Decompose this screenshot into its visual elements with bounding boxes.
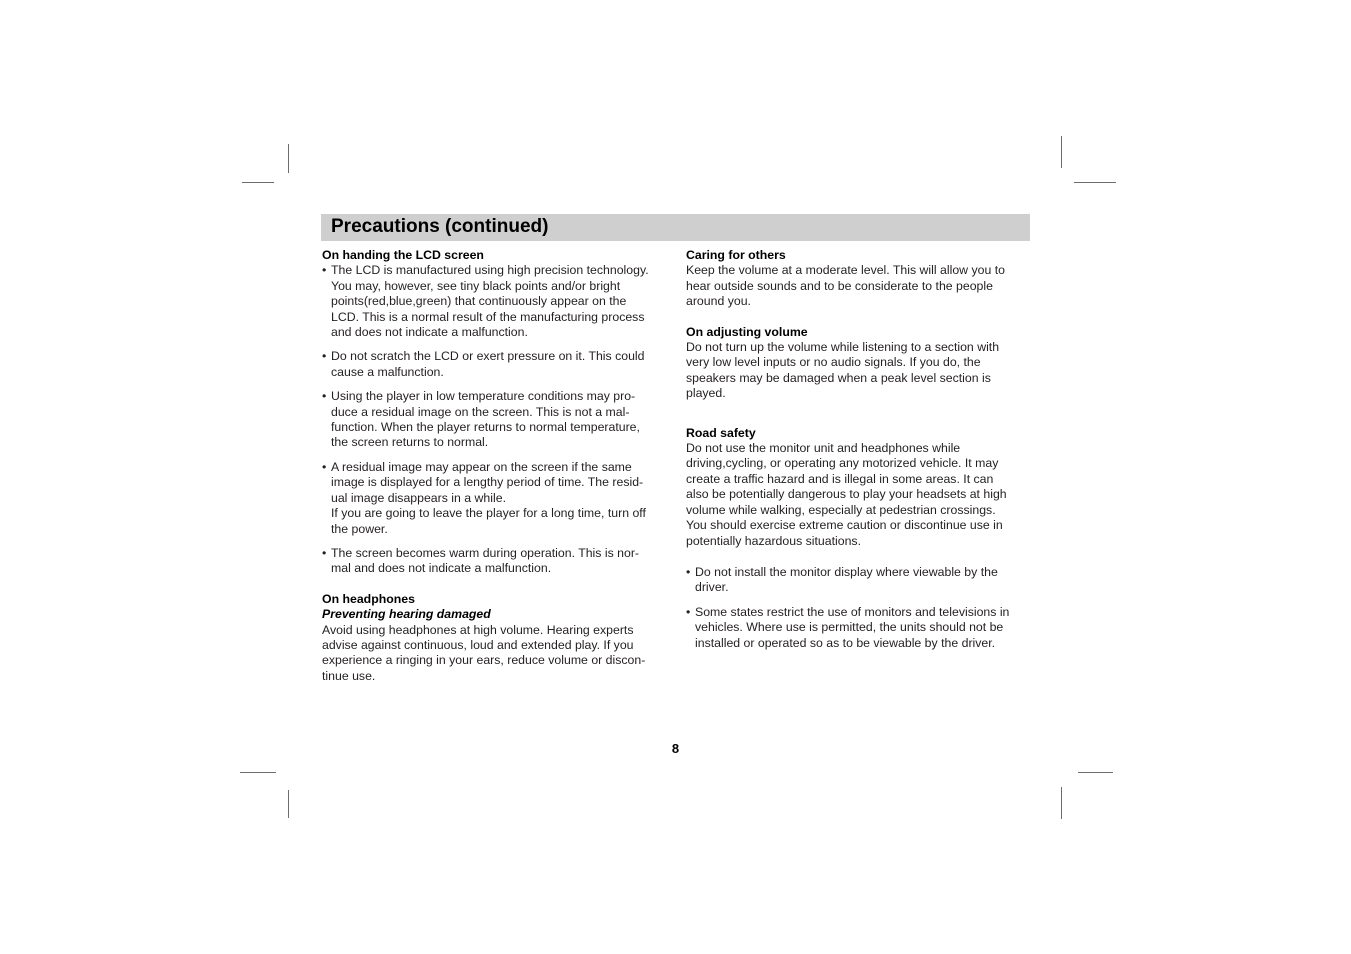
text-line: Do not scratch the LCD or exert pressure on it. This could <box>331 349 645 364</box>
lcd-bullet-list <box>322 263 667 576</box>
crop-mark-top-left-v <box>288 144 289 173</box>
page-number: 8 <box>671 741 680 756</box>
text-line: around you. <box>686 294 751 309</box>
text-line: driver. <box>695 580 729 595</box>
text-line: installed or operated so as to be viewable by the driver. <box>695 635 996 650</box>
headphones-text <box>322 623 667 685</box>
list-item <box>322 349 667 380</box>
headphones-section <box>322 592 667 684</box>
text-line: very low level inputs or no audio signals. If you do, the <box>686 355 981 370</box>
road-safety-section <box>686 426 1031 651</box>
list-item <box>686 565 1031 596</box>
bullet-icon: • <box>686 564 691 579</box>
crop-mark-top-right-h <box>1074 182 1116 183</box>
text-line: hear outside sounds and to be considerate to the people <box>686 278 993 293</box>
road-safety-text <box>686 441 1031 549</box>
text-line: Keep the volume at a moderate level. This will allow you to <box>686 263 1005 278</box>
text-line: You should exercise extreme caution or discontinue use in <box>686 518 1003 533</box>
bullet-icon: • <box>322 349 327 364</box>
list-item <box>322 460 667 537</box>
caring-text <box>686 263 1031 309</box>
bullet-icon: • <box>686 604 691 619</box>
text-line: You may, however, see tiny black points and/or bright <box>331 278 621 293</box>
list-item <box>686 605 1031 651</box>
right-column <box>686 248 1031 651</box>
list-item <box>322 263 667 340</box>
text-line: duce a residual image on the screen. This is not a mal- <box>331 404 630 419</box>
headphones-subheading: Preventing hearing damaged <box>322 607 491 622</box>
text-line: vehicles. Where use is permitted, the units should not be <box>695 620 1004 635</box>
headphones-heading: On headphones <box>322 591 415 606</box>
crop-mark-top-right-v <box>1061 136 1062 168</box>
list-item <box>322 389 667 451</box>
left-column <box>322 248 667 684</box>
text-line: function. When the player returns to normal temperature, <box>331 420 640 435</box>
text-line: A residual image may appear on the screen if the same <box>331 459 632 474</box>
lcd-section <box>322 248 667 577</box>
text-line: create a traffic hazard and is illegal in some areas. It can <box>686 471 994 486</box>
bullet-icon: • <box>322 263 327 278</box>
text-line: cause a malfunction. <box>331 364 444 379</box>
text-line: Do not use the monitor unit and headphones while <box>686 441 961 456</box>
volume-section <box>686 325 1031 402</box>
volume-text <box>686 340 1031 402</box>
lcd-heading: On handing the LCD screen <box>322 248 484 262</box>
page-title: Precautions (continued) <box>331 216 549 237</box>
section-title-bar <box>321 214 1030 241</box>
crop-mark-top-left-h <box>242 182 274 183</box>
list-item <box>322 546 667 577</box>
text-line: The LCD is manufactured using high precision technology. <box>331 263 649 278</box>
text-line: the power. <box>331 521 388 536</box>
text-line: and does not indicate a malfunction. <box>331 325 528 340</box>
volume-heading: On adjusting volume <box>686 324 808 339</box>
text-line: The screen becomes warm during operation. This is nor- <box>331 545 640 560</box>
caring-heading: Caring for others <box>686 248 786 262</box>
bullet-icon: • <box>322 459 327 474</box>
text-line: LCD. This is a normal result of the manufacturing process <box>331 309 645 324</box>
text-line: image is displayed for a lengthy period of time. The resid- <box>331 475 644 490</box>
text-line: speakers may be damaged when a peak level section is <box>686 370 991 385</box>
text-line: ual image disappears in a while. <box>331 490 506 505</box>
crop-mark-bottom-right-h <box>1078 772 1113 773</box>
text-line: driving,cycling, or operating any motorized vehicle. It may <box>686 456 999 471</box>
text-line: Do not install the monitor display where viewable by the <box>695 564 998 579</box>
crop-mark-bottom-left-h <box>240 772 276 773</box>
road-safety-heading: Road safety <box>686 425 756 440</box>
text-line: Avoid using headphones at high volume. Hearing experts <box>322 622 634 637</box>
text-line: Do not turn up the volume while listening to a section with <box>686 340 1000 355</box>
text-line: experience a ringing in your ears, reduce volume or discon- <box>322 653 646 668</box>
bullet-icon: • <box>322 545 327 560</box>
text-line: If you are going to leave the player for a long time, turn off <box>331 506 646 521</box>
text-line: points(red,blue,green) that continuously appear on the <box>331 294 627 309</box>
text-line: played. <box>686 386 726 401</box>
text-line: volume while walking, especially at pedestrian crossings. <box>686 502 996 517</box>
text-line: the screen returns to normal. <box>331 435 489 450</box>
text-line: also be potentially dangerous to play your headsets at high <box>686 487 1007 502</box>
text-line: Some states restrict the use of monitors and televisions in <box>695 604 1010 619</box>
text-line: potentially hazardous situations. <box>686 533 861 548</box>
caring-section <box>686 248 1031 310</box>
text-line: advise against continuous, loud and extended play. If you <box>322 637 634 652</box>
bullet-icon: • <box>322 389 327 404</box>
crop-mark-bottom-right-v <box>1061 787 1062 819</box>
text-line: tinue use. <box>322 668 376 683</box>
text-line: mal and does not indicate a malfunction. <box>331 561 552 576</box>
text-line: Using the player in low temperature conditions may pro- <box>331 389 636 404</box>
crop-mark-bottom-left-v <box>288 790 289 818</box>
road-safety-bullet-list <box>686 565 1031 651</box>
